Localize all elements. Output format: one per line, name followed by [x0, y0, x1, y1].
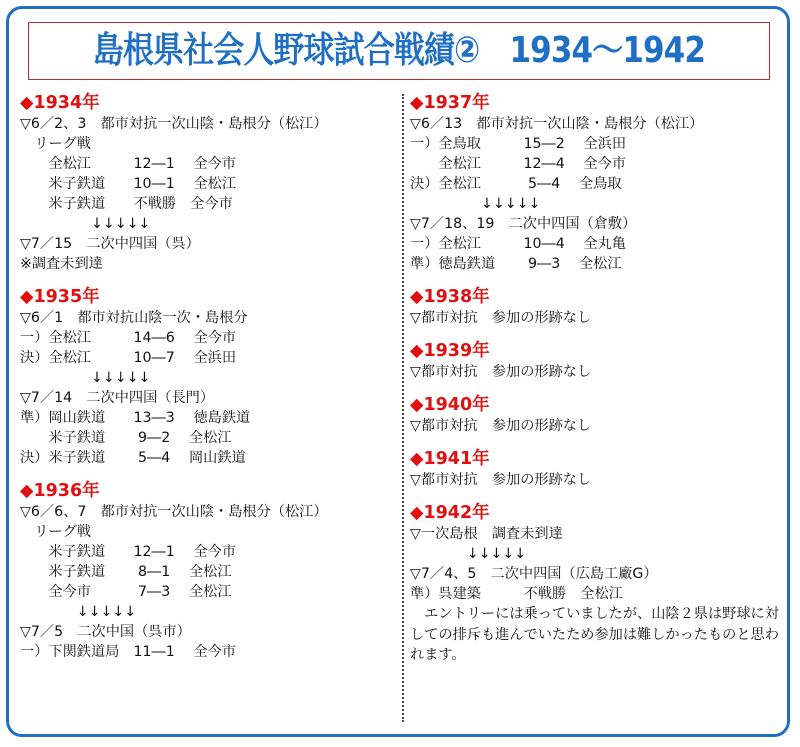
note-text: エントリーには乗っていましたが、山陰２県は野球に対しての排斥も進んでいたため参加は難しかったものと思われます。: [410, 606, 779, 663]
result-line: 米子鉄道 9―2 全松江: [20, 430, 232, 446]
year-heading: ◆1941年: [410, 449, 490, 469]
result-line: 準）徳島鉄道 9―3 全松江: [410, 256, 622, 272]
year-section: [20, 286, 395, 468]
year-heading: ◆1942年: [410, 503, 490, 523]
year-section: [410, 286, 785, 328]
column-divider: [402, 94, 404, 722]
result-line: ▽一次島根 調査未到達: [410, 526, 563, 542]
result-line: 一）全鳥取 15―2 全浜田: [410, 136, 627, 152]
year-heading: ◆1940年: [410, 395, 490, 415]
result-line: 一）全松江 10―4 全丸亀: [410, 236, 627, 252]
result-line: リーグ戦: [20, 524, 91, 540]
result-line: ↓↓↓↓↓: [20, 216, 151, 232]
left-column: [20, 92, 395, 674]
result-line: 米子鉄道 12―1 全今市: [20, 544, 237, 560]
year-section: [410, 340, 785, 382]
result-line: ↓↓↓↓↓: [20, 604, 137, 620]
result-line: 決）米子鉄道 5―4 岡山鉄道: [20, 450, 246, 466]
result-line: ▽6／1 都市対抗山陰一次・島根分: [20, 310, 248, 326]
year-heading: ◆1935年: [20, 287, 100, 307]
result-line: ※調査未到達: [20, 256, 103, 272]
result-line: ▽都市対抗 参加の形跡なし: [410, 472, 592, 488]
result-line: 準）呉建築 不戦勝 全松江: [410, 586, 623, 602]
year-section: [410, 502, 785, 666]
result-line: ▽都市対抗 参加の形跡なし: [410, 310, 592, 326]
result-line: 一）全松江 14―6 全今市: [20, 330, 237, 346]
year-section: [410, 448, 785, 490]
year-heading: ◆1936年: [20, 481, 100, 501]
result-line: ↓↓↓↓↓: [20, 370, 151, 386]
result-line: ▽6／6、7 都市対抗一次山陰・島根分（松江）: [20, 504, 328, 520]
result-line: ▽7／4、5 二次中四国（広島工廠G）: [410, 566, 658, 582]
result-line: 米子鉄道 不戦勝 全今市: [20, 196, 233, 212]
result-line: ▽6／2、3 都市対抗一次山陰・島根分（松江）: [20, 116, 328, 132]
result-line: ↓↓↓↓↓: [410, 196, 541, 212]
result-line: 米子鉄道 10―1 全松江: [20, 176, 237, 192]
result-line: リーグ戦: [20, 136, 91, 152]
result-line: ▽7／18、19 二次中四国（倉敷）: [410, 216, 637, 232]
result-line: 米子鉄道 8―1 全松江: [20, 564, 232, 580]
year-section: [20, 480, 395, 662]
year-section: [410, 92, 785, 274]
page-title: 島根県社会人野球試合戦績② 1934～1942: [92, 30, 706, 71]
year-heading: ◆1938年: [410, 287, 490, 307]
result-line: 準）岡山鉄道 13―3 徳島鉄道: [20, 410, 251, 426]
right-column: [410, 92, 785, 678]
year-heading: ◆1939年: [410, 341, 490, 361]
result-line: 全松江 12―4 全今市: [410, 156, 627, 172]
result-line: ↓↓↓↓↓: [410, 546, 527, 562]
year-heading: ◆1934年: [20, 93, 100, 113]
result-line: 決）全松江 5―4 全鳥取: [410, 176, 622, 192]
result-line: 一）下関鉄道局 11―1 全今市: [20, 644, 237, 660]
year-section: [410, 394, 785, 436]
result-line: 全今市 7―3 全松江: [20, 584, 232, 600]
result-line: 決）全松江 10―7 全浜田: [20, 350, 237, 366]
result-line: ▽都市対抗 参加の形跡なし: [410, 364, 592, 380]
result-line: ▽都市対抗 参加の形跡なし: [410, 418, 592, 434]
result-line: ▽7／5 二次中国（呉市）: [20, 624, 191, 640]
year-heading: ◆1937年: [410, 93, 490, 113]
result-line: 全松江 12―1 全今市: [20, 156, 237, 172]
title-box: [28, 22, 770, 80]
result-line: ▽7／15 二次中四国（呉）: [20, 236, 200, 252]
result-line: ▽6／13 都市対抗一次山陰・島根分（松江）: [410, 116, 704, 132]
year-section: [20, 92, 395, 274]
result-line: ▽7／14 二次中四国（長門）: [20, 390, 215, 406]
